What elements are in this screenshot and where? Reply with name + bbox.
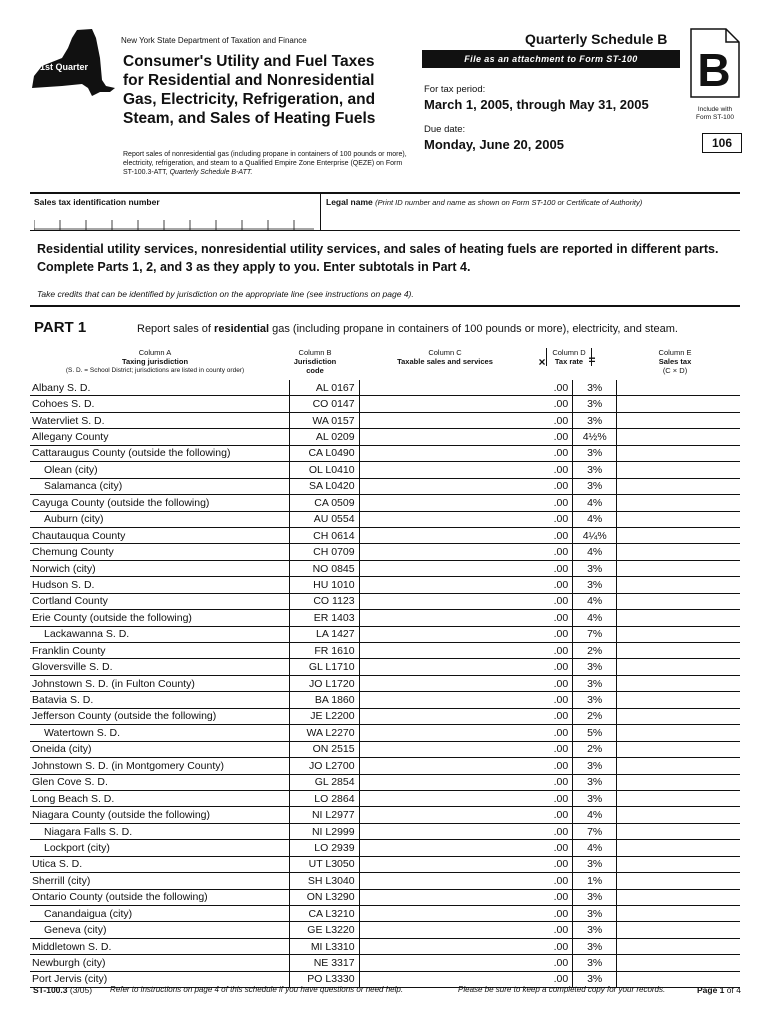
table-row <box>30 626 740 642</box>
taxable-sales-input[interactable]: .00 <box>359 577 573 593</box>
table-row <box>30 840 740 856</box>
jurisdiction-code-cell: HU 1010 <box>289 577 359 593</box>
taxable-sales-input[interactable]: .00 <box>359 708 573 724</box>
column-a-name: Taxing jurisdiction <box>121 357 189 366</box>
taxable-sales-input[interactable]: .00 <box>359 889 573 905</box>
taxable-sales-input[interactable]: .00 <box>359 840 573 856</box>
tax-period-value: March 1, 2005, through May 31, 2005 <box>424 97 649 112</box>
table-row <box>30 643 740 659</box>
multiply-sign: × <box>538 355 546 369</box>
column-d-name: Tax rate <box>554 357 584 366</box>
taxable-sales-input[interactable]: .00 <box>359 856 573 872</box>
jurisdiction-code-cell: ON L3290 <box>289 889 359 905</box>
table-row <box>30 790 740 806</box>
taxable-sales-input[interactable]: .00 <box>359 774 573 790</box>
jurisdiction-code-cell: CH 0709 <box>289 544 359 560</box>
intro-line: Complete Parts 1, 2, and 3 as they apply to you. Enter subtotals in Part 4. <box>37 260 471 274</box>
include-note-line: Form ST-100 <box>696 114 734 121</box>
table-row <box>30 445 740 461</box>
jurisdiction-code-cell: AL 0167 <box>289 380 359 396</box>
sales-tax-input[interactable] <box>617 659 740 675</box>
table-row <box>30 396 740 412</box>
sales-tax-input[interactable] <box>617 873 740 889</box>
table-row <box>30 823 740 839</box>
taxable-sales-input[interactable]: .00 <box>359 659 573 675</box>
jurisdiction-code-cell: NE 3317 <box>289 955 359 971</box>
column-e-name: Sales tax <box>658 357 692 366</box>
tax-rate-cell: 3% <box>573 938 617 954</box>
taxable-sales-input[interactable]: .00 <box>359 906 573 922</box>
jurisdiction-cell: Newburgh (city) <box>30 955 289 971</box>
tax-rate-cell: 3% <box>573 971 617 987</box>
tax-rate-cell: 3% <box>573 396 617 412</box>
jurisdiction-code-cell: NO 0845 <box>289 560 359 576</box>
part1-desc-emphasis: residential <box>214 323 270 335</box>
tax-rate-cell: 3% <box>573 675 617 691</box>
jurisdiction-code-cell: JE L2200 <box>289 708 359 724</box>
column-headers <box>30 344 740 380</box>
table-row <box>30 889 740 905</box>
table-row <box>30 429 740 445</box>
table-row <box>30 938 740 954</box>
table-row <box>30 758 740 774</box>
taxable-sales-input[interactable]: .00 <box>359 544 573 560</box>
taxable-sales-input[interactable]: .00 <box>359 445 573 461</box>
table-row <box>30 380 740 396</box>
tax-rate-cell: 4¼% <box>573 527 617 543</box>
sales-tax-input[interactable] <box>617 593 740 609</box>
jurisdiction-code-cell: GL 2854 <box>289 774 359 790</box>
taxable-sales-input[interactable]: .00 <box>359 626 573 642</box>
jurisdiction-cell: Johnstown S. D. (in Fulton County) <box>30 675 289 691</box>
table-row <box>30 708 740 724</box>
jurisdiction-cell: Lackawanna S. D. <box>30 626 289 642</box>
part1-desc-text: gas (including propane in containers of 100 pounds or more), electricity, and steam. <box>269 323 678 335</box>
sales-tax-input[interactable] <box>617 527 740 543</box>
tax-rate-cell: 3% <box>573 478 617 494</box>
taxable-sales-input[interactable]: .00 <box>359 380 573 396</box>
jurisdiction-code-cell: CO 0147 <box>289 396 359 412</box>
footer-keep-copy-note: Please be sure to keep a completed copy for your records. <box>458 985 666 994</box>
jurisdiction-cell: Norwich (city) <box>30 560 289 576</box>
jurisdiction-cell: Olean (city) <box>30 462 289 478</box>
taxable-sales-input[interactable]: .00 <box>359 511 573 527</box>
quarter-badge: 1st Quarter <box>40 62 89 72</box>
sales-tax-input[interactable] <box>617 396 740 412</box>
tax-rate-cell: 3% <box>573 955 617 971</box>
tax-rate-cell: 7% <box>573 823 617 839</box>
tax-rate-cell: 3% <box>573 560 617 576</box>
jurisdiction-cell: Cattaraugus County (outside the following) <box>30 445 289 461</box>
form-title-line: Gas, Electricity, Refrigeration, and <box>123 91 376 108</box>
jurisdiction-code-cell: CO 1123 <box>289 593 359 609</box>
table-row <box>30 807 740 823</box>
nys-map-logo <box>22 28 117 103</box>
table-row <box>30 412 740 428</box>
tax-rate-cell: 3% <box>573 577 617 593</box>
table-row <box>30 955 740 971</box>
jurisdiction-code-cell: UT L3050 <box>289 856 359 872</box>
jurisdiction-code-cell: JO L1720 <box>289 675 359 691</box>
taxable-sales-input[interactable]: .00 <box>359 643 573 659</box>
due-date-label: Due date: <box>424 124 466 135</box>
jurisdiction-code-cell: PO L3330 <box>289 971 359 987</box>
taxable-sales-input[interactable]: .00 <box>359 495 573 511</box>
taxable-sales-input[interactable]: .00 <box>359 610 573 626</box>
equals-sign: = <box>588 353 596 367</box>
taxable-sales-input[interactable]: .00 <box>359 922 573 938</box>
jurisdiction-cell: Jefferson County (outside the following) <box>30 708 289 724</box>
jurisdiction-cell: Chautauqua County <box>30 527 289 543</box>
column-a-title: Column A <box>138 348 172 357</box>
jurisdiction-cell: Cayuga County (outside the following) <box>30 495 289 511</box>
sales-tax-input[interactable] <box>617 823 740 839</box>
include-note-line: Include with <box>697 106 733 113</box>
jurisdiction-cell: Salamanca (city) <box>30 478 289 494</box>
tax-rate-cell: 3% <box>573 790 617 806</box>
column-b-name-2: code <box>306 366 324 375</box>
tax-rate-cell: 4% <box>573 610 617 626</box>
sales-tax-input[interactable] <box>617 429 740 445</box>
taxable-sales-input[interactable]: .00 <box>359 938 573 954</box>
taxable-sales-input[interactable]: .00 <box>359 527 573 543</box>
form-title <box>123 52 423 128</box>
tax-rate-cell: 3% <box>573 462 617 478</box>
taxable-sales-input[interactable]: .00 <box>359 593 573 609</box>
jurisdiction-code-cell: MI L3310 <box>289 938 359 954</box>
taxable-sales-input[interactable]: .00 <box>359 692 573 708</box>
tax-rate-cell: 3% <box>573 856 617 872</box>
jurisdiction-cell: Chemung County <box>30 544 289 560</box>
form-title-line: Consumer's Utility and Fuel Taxes <box>123 53 375 70</box>
jurisdiction-cell: Johnstown S. D. (in Montgomery County) <box>30 758 289 774</box>
jurisdiction-code-cell: WA L2270 <box>289 725 359 741</box>
jurisdiction-code-cell: LO 2864 <box>289 790 359 806</box>
form-title-line: Steam, and Sales of Heating Fuels <box>123 110 376 127</box>
jurisdiction-code-cell: AL 0209 <box>289 429 359 445</box>
attachment-banner: File as an attachment to Form ST-100 <box>422 50 680 68</box>
jurisdiction-cell: Hudson S. D. <box>30 577 289 593</box>
sales-tax-input[interactable] <box>617 462 740 478</box>
column-e-title: Column E <box>658 348 692 357</box>
legal-name-label: Legal name <box>326 197 373 207</box>
tax-period-label: For tax period: <box>424 84 486 95</box>
qeze-note <box>123 150 415 177</box>
jurisdiction-cell: Erie County (outside the following) <box>30 610 289 626</box>
taxable-sales-input[interactable]: .00 <box>359 429 573 445</box>
table-row <box>30 659 740 675</box>
jurisdiction-cell: Niagara Falls S. D. <box>30 823 289 839</box>
sales-tax-input[interactable] <box>617 725 740 741</box>
table-row <box>30 906 740 922</box>
sales-tax-input[interactable] <box>617 922 740 938</box>
jurisdiction-cell: Canandaigua (city) <box>30 906 289 922</box>
form-number: 106 <box>702 133 742 153</box>
jurisdiction-code-cell: LA 1427 <box>289 626 359 642</box>
column-c-name: Taxable sales and services <box>397 357 493 366</box>
tax-rate-cell: 3% <box>573 445 617 461</box>
sales-tax-input[interactable] <box>617 938 740 954</box>
tax-rate-cell: 3% <box>573 380 617 396</box>
jurisdiction-code-cell: CH 0614 <box>289 527 359 543</box>
tax-rate-cell: 7% <box>573 626 617 642</box>
jurisdiction-cell: Gloversville S. D. <box>30 659 289 675</box>
tax-rate-cell: 2% <box>573 643 617 659</box>
column-c-header <box>350 348 540 366</box>
sales-tax-input[interactable] <box>617 955 740 971</box>
part1-table <box>30 380 740 988</box>
jurisdiction-cell: Lockport (city) <box>30 840 289 856</box>
table-row <box>30 577 740 593</box>
tax-rate-cell: 5% <box>573 725 617 741</box>
jurisdiction-cell: Allegany County <box>30 429 289 445</box>
jurisdiction-code-cell: NI L2977 <box>289 807 359 823</box>
sales-tax-input[interactable] <box>617 692 740 708</box>
sales-tax-input[interactable] <box>617 807 740 823</box>
tax-rate-cell: 3% <box>573 906 617 922</box>
table-row <box>30 741 740 757</box>
sales-tax-input[interactable] <box>617 889 740 905</box>
table-row <box>30 560 740 576</box>
sales-tax-input[interactable] <box>617 774 740 790</box>
sales-tax-input[interactable] <box>617 741 740 757</box>
tax-rate-cell: 4% <box>573 807 617 823</box>
qeze-note-text: Report sales of nonresidential gas (including propane in containers of 100 pounds or more), electricity, refrigeration, and steam to a Qualified Empire Zone Enterprise (QEZE) on Form ST-100.3-ATT, <box>123 151 407 176</box>
jurisdiction-code-cell: BA 1860 <box>289 692 359 708</box>
sales-tax-id-label: Sales tax identification number <box>34 197 160 207</box>
table-row <box>30 873 740 889</box>
jurisdiction-cell: Glen Cove S. D. <box>30 774 289 790</box>
taxable-sales-input[interactable]: .00 <box>359 462 573 478</box>
jurisdiction-code-cell: NI L2999 <box>289 823 359 839</box>
table-row <box>30 527 740 543</box>
tax-rate-cell: 1% <box>573 873 617 889</box>
jurisdiction-code-cell: LO 2939 <box>289 840 359 856</box>
column-c-title: Column C <box>428 348 462 357</box>
taxable-sales-input[interactable]: .00 <box>359 478 573 494</box>
include-note <box>690 106 740 122</box>
sales-tax-input[interactable] <box>617 840 740 856</box>
jurisdiction-cell: Geneva (city) <box>30 922 289 938</box>
tax-rate-cell: 3% <box>573 774 617 790</box>
intro-line: Residential utility services, nonresidential utility services, and sales of heating fuels are reported in different parts. <box>37 242 719 256</box>
identification-row <box>30 192 740 231</box>
legal-name-hint: (Print ID number and name as shown on Form ST-100 or Certificate of Authority) <box>375 198 643 207</box>
table-row <box>30 692 740 708</box>
jurisdiction-cell: Batavia S. D. <box>30 692 289 708</box>
jurisdiction-cell: Sherrill (city) <box>30 873 289 889</box>
footer-form-revision: (3/05) <box>67 985 93 995</box>
part1-header <box>30 305 740 343</box>
jurisdiction-cell: Middletown S. D. <box>30 938 289 954</box>
tax-rate-cell: 2% <box>573 708 617 724</box>
jurisdiction-code-cell: JO L2700 <box>289 758 359 774</box>
agency-name: New York State Department of Taxation and Finance <box>121 36 307 45</box>
sales-tax-input[interactable] <box>617 380 740 396</box>
jurisdiction-code-cell: FR 1610 <box>289 643 359 659</box>
tax-rate-cell: 2% <box>573 741 617 757</box>
part1-label: PART 1 <box>34 319 87 336</box>
table-row <box>30 544 740 560</box>
table-row <box>30 774 740 790</box>
taxable-sales-input[interactable]: .00 <box>359 412 573 428</box>
jurisdiction-code-cell: CA 0509 <box>289 495 359 511</box>
jurisdiction-code-cell: GE L3220 <box>289 922 359 938</box>
footer-page-label: Page 1 <box>697 985 725 995</box>
sales-tax-input[interactable] <box>617 511 740 527</box>
table-row <box>30 856 740 872</box>
jurisdiction-code-cell: AU 0554 <box>289 511 359 527</box>
sales-tax-input[interactable] <box>617 544 740 560</box>
taxable-sales-input[interactable]: .00 <box>359 823 573 839</box>
sales-tax-input[interactable] <box>617 610 740 626</box>
part1-desc-text: Report sales of <box>137 323 215 335</box>
table-row <box>30 593 740 609</box>
column-b-name: Jurisdiction <box>293 357 337 366</box>
sales-tax-input[interactable] <box>617 758 740 774</box>
jurisdiction-code-cell: GL L1710 <box>289 659 359 675</box>
tax-rate-cell: 4% <box>573 544 617 560</box>
table-row <box>30 610 740 626</box>
tax-rate-cell: 3% <box>573 692 617 708</box>
tax-rate-cell: 3% <box>573 889 617 905</box>
taxable-sales-input[interactable]: .00 <box>359 873 573 889</box>
tax-rate-cell: 4% <box>573 511 617 527</box>
sales-tax-input[interactable] <box>617 577 740 593</box>
jurisdiction-code-cell: SH L3040 <box>289 873 359 889</box>
tax-rate-cell: 4½% <box>573 429 617 445</box>
due-date-value: Monday, June 20, 2005 <box>424 137 564 152</box>
id-divider <box>320 194 321 230</box>
sales-tax-input[interactable] <box>617 560 740 576</box>
jurisdiction-code-cell: ON 2515 <box>289 741 359 757</box>
sales-tax-input[interactable] <box>617 675 740 691</box>
jurisdiction-code-cell: OL L0410 <box>289 462 359 478</box>
schedule-name: Quarterly Schedule B <box>525 31 668 47</box>
taxable-sales-input[interactable]: .00 <box>359 971 573 987</box>
sales-tax-input[interactable] <box>617 790 740 806</box>
table-row <box>30 675 740 691</box>
part1-table-body <box>30 380 740 988</box>
credit-note: Take credits that can be identified by jurisdiction on the appropriate line (see instructions on page 4). <box>37 289 414 299</box>
jurisdiction-cell: Cohoes S. D. <box>30 396 289 412</box>
taxable-sales-input[interactable]: .00 <box>359 758 573 774</box>
jurisdiction-cell: Utica S. D. <box>30 856 289 872</box>
form-title-line: for Residential and Nonresidential <box>123 72 375 89</box>
table-row <box>30 495 740 511</box>
jurisdiction-cell: Watervliet S. D. <box>30 412 289 428</box>
jurisdiction-cell: Niagara County (outside the following) <box>30 807 289 823</box>
part1-description <box>137 323 678 335</box>
tax-rate-cell: 3% <box>573 758 617 774</box>
jurisdiction-code-cell: CA L3210 <box>289 906 359 922</box>
taxable-sales-input[interactable]: .00 <box>359 725 573 741</box>
sales-tax-input[interactable] <box>617 856 740 872</box>
taxable-sales-input[interactable]: .00 <box>359 396 573 412</box>
taxable-sales-input[interactable]: .00 <box>359 807 573 823</box>
table-row <box>30 725 740 741</box>
sales-tax-id-input[interactable] <box>34 212 314 230</box>
table-row <box>30 478 740 494</box>
column-b-header <box>280 348 350 375</box>
tax-rate-cell: 4% <box>573 495 617 511</box>
column-e-formula: (C × D) <box>662 366 688 375</box>
schedule-letter-icon <box>690 28 740 98</box>
tax-rate-cell: 3% <box>573 922 617 938</box>
sales-tax-input[interactable] <box>617 643 740 659</box>
jurisdiction-cell: Franklin County <box>30 643 289 659</box>
column-b-title: Column B <box>298 348 332 357</box>
jurisdiction-cell: Ontario County (outside the following) <box>30 889 289 905</box>
tax-rate-cell: 4% <box>573 840 617 856</box>
table-row <box>30 922 740 938</box>
sales-tax-input[interactable] <box>617 478 740 494</box>
intro-instructions <box>37 240 737 276</box>
sales-tax-input[interactable] <box>617 412 740 428</box>
jurisdiction-code-cell: ER 1403 <box>289 610 359 626</box>
footer-page-number <box>697 985 741 995</box>
taxable-sales-input[interactable]: .00 <box>359 741 573 757</box>
sales-tax-input[interactable] <box>617 495 740 511</box>
jurisdiction-cell: Watertown S. D. <box>30 725 289 741</box>
jurisdiction-code-cell: CA L0490 <box>289 445 359 461</box>
schedule-letter: B <box>697 44 731 96</box>
column-a-header <box>30 348 280 375</box>
footer-form-id <box>33 985 92 995</box>
taxable-sales-input[interactable]: .00 <box>359 675 573 691</box>
sales-tax-input[interactable] <box>617 445 740 461</box>
sales-tax-input[interactable] <box>617 626 740 642</box>
jurisdiction-cell: Port Jervis (city) <box>30 971 289 987</box>
jurisdiction-cell: Cortland County <box>30 593 289 609</box>
column-d-title: Column D <box>552 348 586 357</box>
column-e-header <box>610 348 740 375</box>
jurisdiction-cell: Oneida (city) <box>30 741 289 757</box>
qeze-note-schedule: Quarterly Schedule B-ATT. <box>169 169 253 176</box>
tax-rate-cell: 3% <box>573 412 617 428</box>
tax-rate-cell: 3% <box>573 659 617 675</box>
taxable-sales-input[interactable]: .00 <box>359 560 573 576</box>
table-row <box>30 462 740 478</box>
footer-form-number: ST-100.3 <box>33 985 68 995</box>
taxable-sales-input[interactable]: .00 <box>359 790 573 806</box>
footer-reference-note: Refer to instructions on page 4 of this schedule if you have questions or need help. <box>110 985 404 994</box>
column-a-note: (S. D. = School District; jurisdictions are listed in county order) <box>65 367 245 374</box>
jurisdiction-cell: Auburn (city) <box>30 511 289 527</box>
tax-rate-cell: 4% <box>573 593 617 609</box>
table-row <box>30 511 740 527</box>
footer-page-total: of 4 <box>724 985 741 995</box>
sales-tax-input[interactable] <box>617 906 740 922</box>
jurisdiction-cell: Albany S. D. <box>30 380 289 396</box>
sales-tax-input[interactable] <box>617 708 740 724</box>
jurisdiction-code-cell: WA 0157 <box>289 412 359 428</box>
jurisdiction-cell: Long Beach S. D. <box>30 790 289 806</box>
jurisdiction-code-cell: SA L0420 <box>289 478 359 494</box>
legal-name-input[interactable] <box>326 197 642 207</box>
taxable-sales-input[interactable]: .00 <box>359 955 573 971</box>
